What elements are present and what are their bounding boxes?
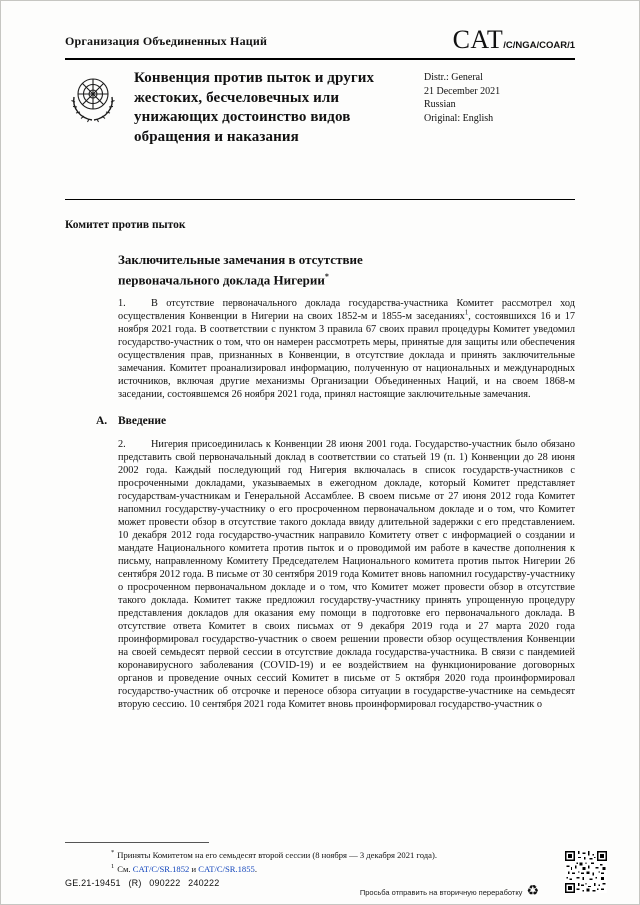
footnote-separator bbox=[65, 842, 209, 843]
doc-symbol-suffix: /C/NGA/COAR/1 bbox=[503, 40, 575, 51]
paragraph-1-text-b: , состоявшихся 16 и 17 ноября 2021 года. В соответствии с пунктом 3 правила 67 своих правил процедуры Комитет уведомил государство-участник о том, что он намерен рассмотреть меры, принятые для защиты или обеспечения осуществления прав, признанных в Конвенции, в отсутствие доклада и принять заключительные замечания. Комитет проанализировал информацию, полученную от национальных и международных источников, включая другие механизмы Организации Объединенных Наций, и на своем 1868-м заседании, состоявшемся 26 ноября 2021 года, принял настоящие заключительные замечания. bbox=[118, 311, 575, 400]
footnote-asterisk-text: Приняты Комитетом на его семьдесят второй сессии (8 ноября — 3 декабря 2021 года). bbox=[117, 849, 437, 860]
footnotes bbox=[65, 842, 575, 875]
section-a-heading bbox=[96, 415, 575, 428]
doc-symbol-main: CAT bbox=[452, 25, 504, 54]
footnote-1-mid: и bbox=[189, 863, 199, 874]
masthead bbox=[65, 69, 575, 147]
recycle-note bbox=[360, 885, 539, 899]
header-thick-divider bbox=[65, 58, 575, 60]
document-title bbox=[118, 251, 448, 288]
paragraph-2 bbox=[118, 438, 575, 711]
footnote-1-suffix: . bbox=[254, 863, 257, 874]
recycle-icon: ♻ bbox=[526, 884, 539, 899]
footnote-asterisk bbox=[65, 847, 575, 861]
footnote-asterisk-marker: * bbox=[111, 849, 115, 856]
page-header bbox=[65, 25, 575, 55]
paragraph-2-text: Нигерия присоединилась к Конвенции 28 июня 2001 года. Государство-участник было обязано представить свой первоначальный доклад в соответствии со статьей 19 (п. 1) Конвенции до 28 июня 2002 года. Каждый последующий год Нигерия включалась в список государств-участников с просроченными докладами, указываемых в ежегодном докладе, который Комитет представляет государствам-участникам и Генеральной Ассамблее. В своем письме от 27 июня 2012 года Комитет напомнил государству-участнику о его просроченном первоначальном докладе и о том, что Комитет может провести обзор в отсутствие такого доклада ввиду длительной задержки с его представлением. 10 декабря 2012 года государство-участник направило Комитету ответ с информацией о создании и мандате Национального комитета против пыток и о проводимой им работе в качестве дополнения к письму, направленному Комитету Председателем Национального комитета против пыток Нигерии 26 сентября 2012 года. В письме от 30 сентября 2019 года Комитет вновь напомнил государству-участнику о просроченном первоначальном докладе и о том, что Комитет может провести обзор в отсутствие такого доклада. Комитет также предложил государству-участнику принять упрощенную процедуру представления докладов для оказания ему помощи в подготовке его первоначального доклада. В отсутствие ответа Комитет в своих письмах от 9 декабря 2019 года и 27 марта 2020 года проинформировал государство-участник о своем решении провести обзор осуществления Конвенции на своей семьдесят первой сессии в отсутствие доклада государства-участника. В связи с пандемией коронавирусного заболевания (COVID-19) и ее воздействием на функционирование договорных органов и проведение очных сессий Комитет в письме от 5 октября 2020 года проинформировал государство-участник об отсрочке и переносе обзора ситуации в государстве-участнике на семьдесят вторую сессию. 10 сентября 2021 года Комитет вновь проинформировал государство-участник о bbox=[118, 439, 575, 710]
footnote-1 bbox=[65, 861, 575, 875]
ge-reference-number: GE.21-19451 (R) 090222 240222 bbox=[65, 878, 220, 888]
language-line: Russian bbox=[424, 99, 456, 110]
masthead-divider bbox=[65, 199, 575, 200]
committee-heading: Комитет против пыток bbox=[65, 219, 186, 231]
link-cat-c-sr-1855[interactable]: CAT/C/SR.1855 bbox=[198, 863, 255, 874]
document-body bbox=[96, 297, 575, 838]
distr-line: Distr.: General bbox=[424, 72, 483, 83]
footnote-ref-1: 1 bbox=[464, 308, 469, 317]
original-language-line: Original: English bbox=[424, 112, 494, 124]
paragraph-1-text-a: В отсутствие первоначального доклада государства-участника Комитет рассмотрел ход осуществления Конвенции в Нигерии на своих 1852-м и 1855-м заседаниях bbox=[118, 298, 575, 322]
section-a-label: A. bbox=[96, 415, 108, 427]
link-cat-c-sr-1852[interactable]: CAT/C/SR.1852 bbox=[132, 863, 190, 874]
section-a-title: Введение bbox=[118, 415, 167, 427]
org-name: Организация Объединенных Наций bbox=[65, 34, 268, 48]
distribution-block bbox=[424, 69, 575, 125]
un-emblem-icon bbox=[65, 69, 121, 125]
paragraph-1 bbox=[118, 297, 575, 401]
document-title-text: Заключительные замечания в отсутствие первоначального доклада Нигерии bbox=[118, 252, 363, 288]
date-line: 21 December 2021 bbox=[424, 85, 501, 97]
recycle-note-text: Просьба отправить на вторичную переработку bbox=[359, 887, 523, 897]
footnote-1-prefix: См. bbox=[117, 863, 133, 874]
paragraph-1-number: 1. bbox=[118, 298, 126, 309]
convention-title: Конвенция против пыток и других жестоких, бесчеловечных или унижающих достоинство видов обращения и наказания bbox=[134, 70, 375, 145]
qr-code bbox=[565, 851, 607, 893]
paragraph-2-number: 2. bbox=[118, 439, 126, 450]
doc-symbol bbox=[453, 25, 575, 55]
title-footnote-ref-asterisk: * bbox=[324, 272, 329, 281]
footnote-1-marker: 1 bbox=[111, 862, 115, 870]
